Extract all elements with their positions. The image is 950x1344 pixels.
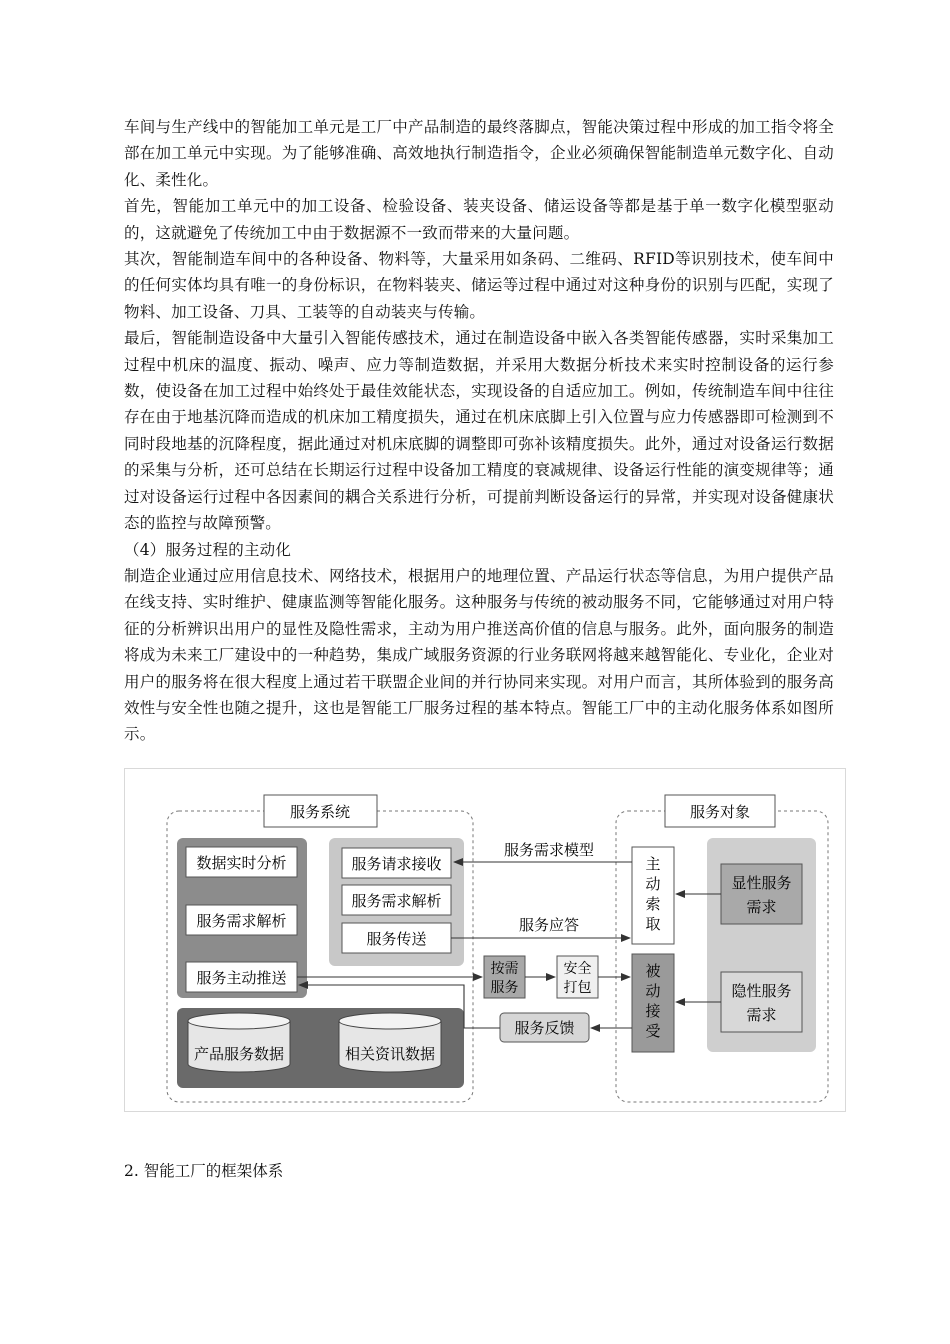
active-fetch-0: 主 xyxy=(645,855,661,873)
service-system-diagram xyxy=(124,768,846,1112)
passive-accept-0: 被 xyxy=(645,962,661,980)
service-object-label: 服务对象 xyxy=(689,803,751,821)
on-demand-label-0: 按需 xyxy=(490,961,519,977)
diagram-svg xyxy=(124,768,846,1112)
explicit-need-0: 显性服务 xyxy=(731,874,792,892)
paragraph-intro: 车间与生产线中的智能加工单元是工厂中产品制造的最终落脚点，智能决策过程中形成的加工指令将全部在加工单元中实现。为了能够准确、高效地执行制造指令，企业必须确保智能制造单元数字化、自动化、柔性化。 xyxy=(124,118,834,189)
active-fetch-2: 索 xyxy=(645,895,661,913)
body-text-top xyxy=(124,114,834,748)
mid-item-label-0: 服务请求接收 xyxy=(351,855,442,873)
on-demand-label-1: 服务 xyxy=(490,980,519,996)
database-product-label: 产品服务数据 xyxy=(193,1045,285,1063)
database-news-label: 相关资讯数据 xyxy=(344,1045,436,1063)
paragraph-first: 首先，智能加工单元中的加工设备、检验设备、装夹设备、储运设备等都是基于单一数字化模型驱动的，这就避免了传统加工中由于数据源不一致而带来的大量问题。 xyxy=(124,197,834,242)
secure-label-1: 打包 xyxy=(563,980,592,996)
passive-accept-2: 接 xyxy=(645,1002,661,1020)
passive-accept-3: 受 xyxy=(645,1022,661,1040)
active-fetch-3: 取 xyxy=(645,915,661,933)
passive-accept-1: 动 xyxy=(645,982,661,1000)
implicit-need-1: 需求 xyxy=(746,1006,777,1024)
implicit-need-0: 隐性服务 xyxy=(731,982,792,1000)
paragraph-last: 最后，智能制造设备中大量引入智能传感技术，通过在制造设备中嵌入各类智能传感器，实时采集加工过程中机床的温度、振动、噪声、应力等制造数据，并采用大数据分析技术来实时控制设备的运行参数，使设备在加工过程中始终处于最佳效能状态，实现设备的自适应加工。例如，传统制造车间中往往存在由于地基沉降而造成的机床加工精度损失，通过在机床底脚上引入位置与应力传感器即可检测到不同时段地基的沉降程度，据此通过对机床底脚的调整即可弥补该精度损失。此外，通过对设备运行数据的采集与分析，还可总结在长期运行过程中设备加工精度的衰减规律、设备运行性能的演变规律等；通过对设备运行过程中各因素间的耦合关系进行分析，可提前判断设备运行的异常，并实现对设备健康状态的监控与故障预警。 xyxy=(124,329,834,533)
left-item-label-1: 服务需求解析 xyxy=(196,912,287,930)
section-title: 2. 智能工厂的框架体系 xyxy=(124,1162,284,1180)
active-fetch-1: 动 xyxy=(645,875,661,893)
database-news xyxy=(339,1013,441,1072)
service-system-label: 服务系统 xyxy=(289,803,351,821)
mid-item-label-2: 服务传送 xyxy=(366,930,427,948)
left-item-label-0: 数据实时分析 xyxy=(196,854,287,872)
paragraph-second: 其次，智能制造车间中的各种设备、物料等，大量采用如条码、二维码、RFID等识别技术，使车间中的任何实体均具有唯一的身份标识，在物料装夹、储运等过程中通过对这种身份的识别与匹配，实现了物料、加工设备、刀具、工装等的自动装夹与传输。 xyxy=(124,250,834,321)
left-item-label-2: 服务主动推送 xyxy=(196,969,287,987)
database-product xyxy=(188,1013,290,1072)
feedback-label: 服务反馈 xyxy=(514,1019,575,1037)
arrow-label-demand-model: 服务需求模型 xyxy=(503,841,595,859)
explicit-need-1: 需求 xyxy=(746,898,777,916)
paragraph-service: 制造企业通过应用信息技术、网络技术，根据用户的地理位置、产品运行状态等信息，为用户提供产品在线支持、实时维护、健康监测等智能化服务。这种服务与传统的被动服务不同，它能够通过对用户特征的分析辨识出用户的显性及隐性需求，主动为用户推送高价值的信息与服务。此外，面向服务的制造将成为未来工厂建设中的一种趋势，集成广域服务资源的行业务联网将越来越智能化、专业化，企业对用户的服务将在很大程度上通过若干联盟企业间的并行协同来实现。对用户而言，其所体验到的服务高效性与安全性也随之提升，这也是智能工厂服务过程的基本特点。智能工厂中的主动化服务体系如图所示。 xyxy=(124,566,834,744)
subheading-service: （4）服务过程的主动化 xyxy=(124,540,292,559)
mid-item-label-1: 服务需求解析 xyxy=(351,892,442,910)
arrow-label-answer: 服务应答 xyxy=(518,916,580,934)
secure-label-0: 安全 xyxy=(563,961,592,977)
